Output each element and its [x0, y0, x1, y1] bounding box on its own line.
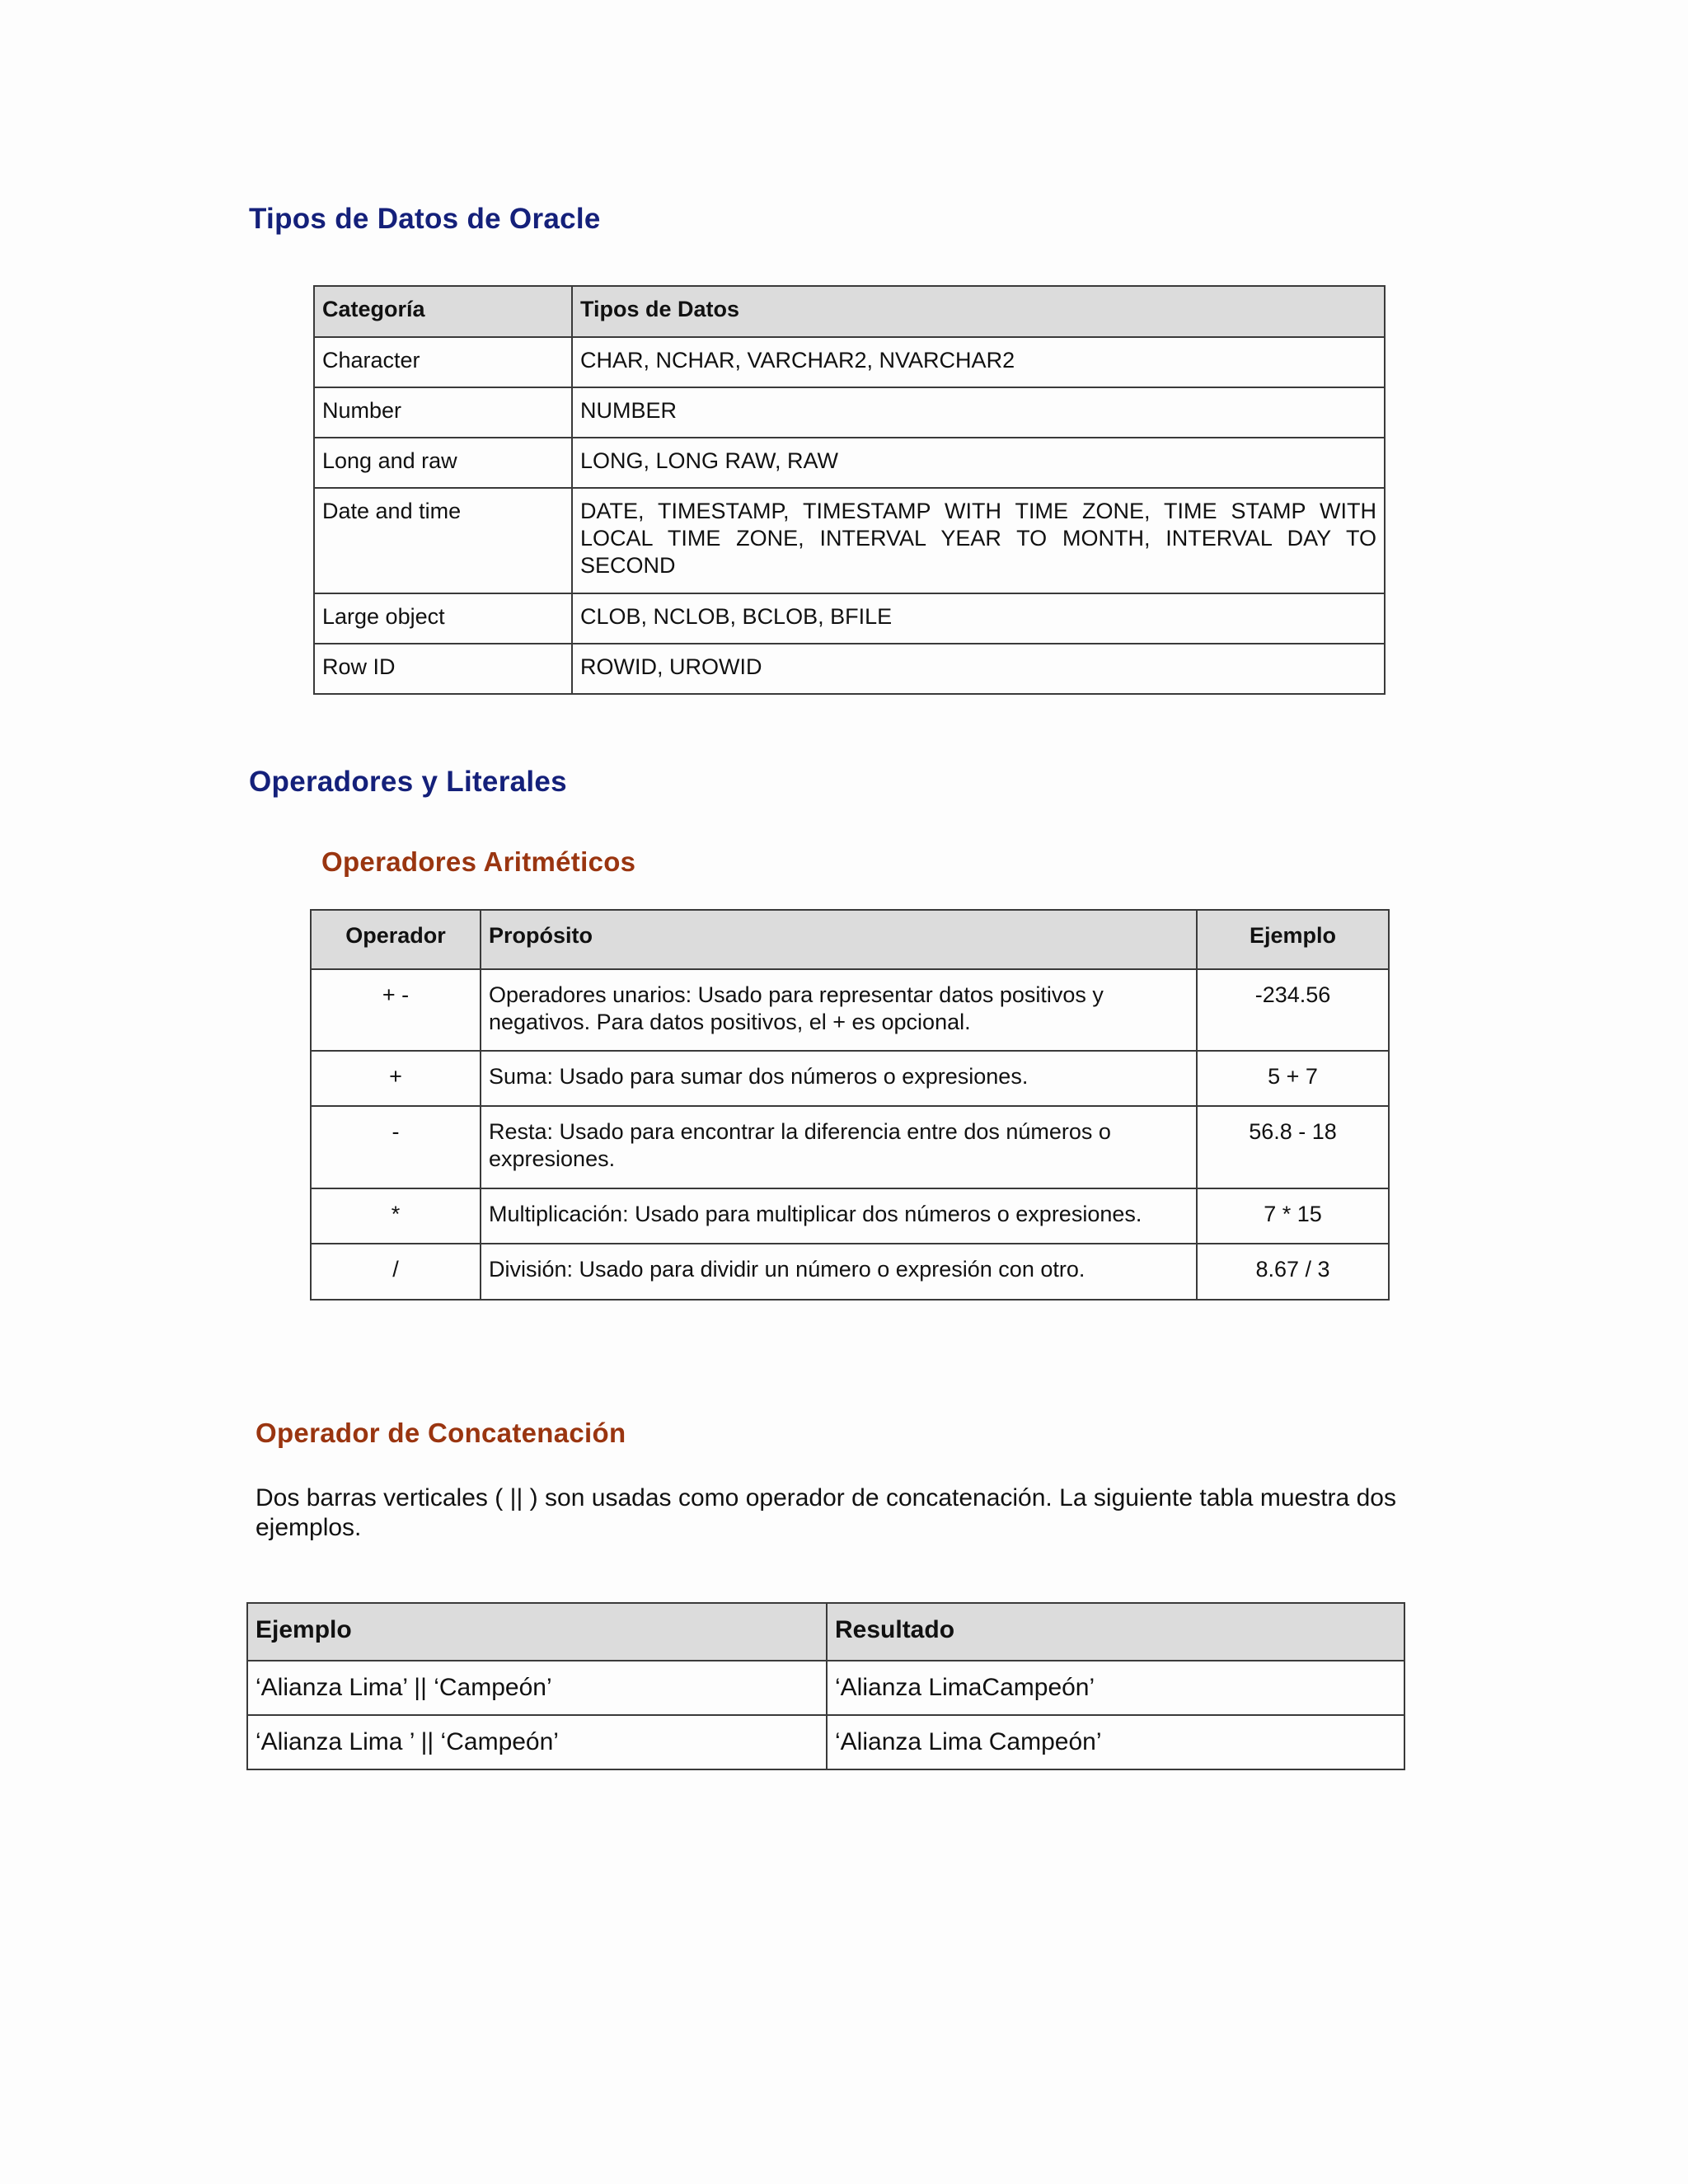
- table-cell: Row ID: [314, 644, 572, 694]
- table-cell: LONG, LONG RAW, RAW: [572, 438, 1385, 488]
- table-row: [314, 438, 1385, 488]
- table-cell: Operadores unarios: Usado para representar datos positivos y negativos. Para datos positivos, el + es opcional.: [481, 969, 1197, 1051]
- table-row: [311, 969, 1389, 1051]
- table-cell: NUMBER: [572, 387, 1385, 438]
- column-header: Ejemplo: [1197, 910, 1389, 969]
- table-cell: 8.67 / 3: [1197, 1244, 1389, 1300]
- table-header-row: [247, 1603, 1404, 1661]
- column-header: Resultado: [827, 1603, 1404, 1661]
- arithmetic-operators-table: [310, 909, 1390, 1301]
- column-header: Propósito: [481, 910, 1197, 969]
- column-header: Ejemplo: [247, 1603, 827, 1661]
- column-header: Tipos de Datos: [572, 286, 1385, 337]
- table-row: [314, 488, 1385, 593]
- table-cell: CLOB, NCLOB, BCLOB, BFILE: [572, 593, 1385, 644]
- section-title-datatypes: Tipos de Datos de Oracle: [249, 203, 601, 235]
- table-cell: Large object: [314, 593, 572, 644]
- table-cell: +: [311, 1051, 481, 1106]
- table-cell: Character: [314, 337, 572, 387]
- table-cell: Date and time: [314, 488, 572, 593]
- section-title-operators: Operadores y Literales: [249, 766, 567, 798]
- table-cell: CHAR, NCHAR, VARCHAR2, NVARCHAR2: [572, 337, 1385, 387]
- table-cell: -: [311, 1106, 481, 1188]
- table-cell: ‘Alianza Lima ’ || ‘Campeón’: [247, 1715, 827, 1769]
- table-cell: División: Usado para dividir un número o expresión con otro.: [481, 1244, 1197, 1300]
- table-cell: Resta: Usado para encontrar la diferencia entre dos números o expresiones.: [481, 1106, 1197, 1188]
- table-cell: ‘Alianza Lima Campeón’: [827, 1715, 1404, 1769]
- table-row: [311, 1188, 1389, 1244]
- table-row: [314, 644, 1385, 694]
- table-row: [311, 1106, 1389, 1188]
- table-header-row: [311, 910, 1389, 969]
- table-cell: ROWID, UROWID: [572, 644, 1385, 694]
- table-cell: + -: [311, 969, 481, 1051]
- datatypes-table: [313, 285, 1386, 695]
- table-cell: Suma: Usado para sumar dos números o expresiones.: [481, 1051, 1197, 1106]
- table-row: [311, 1244, 1389, 1300]
- table-row: [314, 337, 1385, 387]
- concatenation-description: Dos barras verticales ( || ) son usadas como operador de concatenación. La siguiente tabla muestra dos ejemplos.: [256, 1484, 1396, 1541]
- table-cell: Long and raw: [314, 438, 572, 488]
- table-row: [314, 387, 1385, 438]
- table-cell: ‘Alianza Lima’ || ‘Campeón’: [247, 1661, 827, 1715]
- table-cell: /: [311, 1244, 481, 1300]
- table-cell: Multiplicación: Usado para multiplicar dos números o expresiones.: [481, 1188, 1197, 1244]
- table-cell: DATE, TIMESTAMP, TIMESTAMP WITH TIME ZONE, TIME STAMP WITH LOCAL TIME ZONE, INTERVAL YEAR TO MONTH, INTERVAL DAY TO SECOND: [572, 488, 1385, 593]
- column-header: Operador: [311, 910, 481, 969]
- table-header-row: [314, 286, 1385, 337]
- subsection-title-concatenation: Operador de Concatenación: [256, 1418, 626, 1448]
- table-cell: 5 + 7: [1197, 1051, 1389, 1106]
- concatenation-table: [246, 1602, 1405, 1770]
- table-row: [311, 1051, 1389, 1106]
- subsection-title-arithmetic: Operadores Aritméticos: [321, 846, 636, 877]
- table-cell: Number: [314, 387, 572, 438]
- table-cell: 7 * 15: [1197, 1188, 1389, 1244]
- table-cell: -234.56: [1197, 969, 1389, 1051]
- table-cell: *: [311, 1188, 481, 1244]
- table-row: [247, 1661, 1404, 1715]
- table-cell: ‘Alianza LimaCampeón’: [827, 1661, 1404, 1715]
- table-row: [247, 1715, 1404, 1769]
- column-header: Categoría: [314, 286, 572, 337]
- table-cell: 56.8 - 18: [1197, 1106, 1389, 1188]
- table-row: [314, 593, 1385, 644]
